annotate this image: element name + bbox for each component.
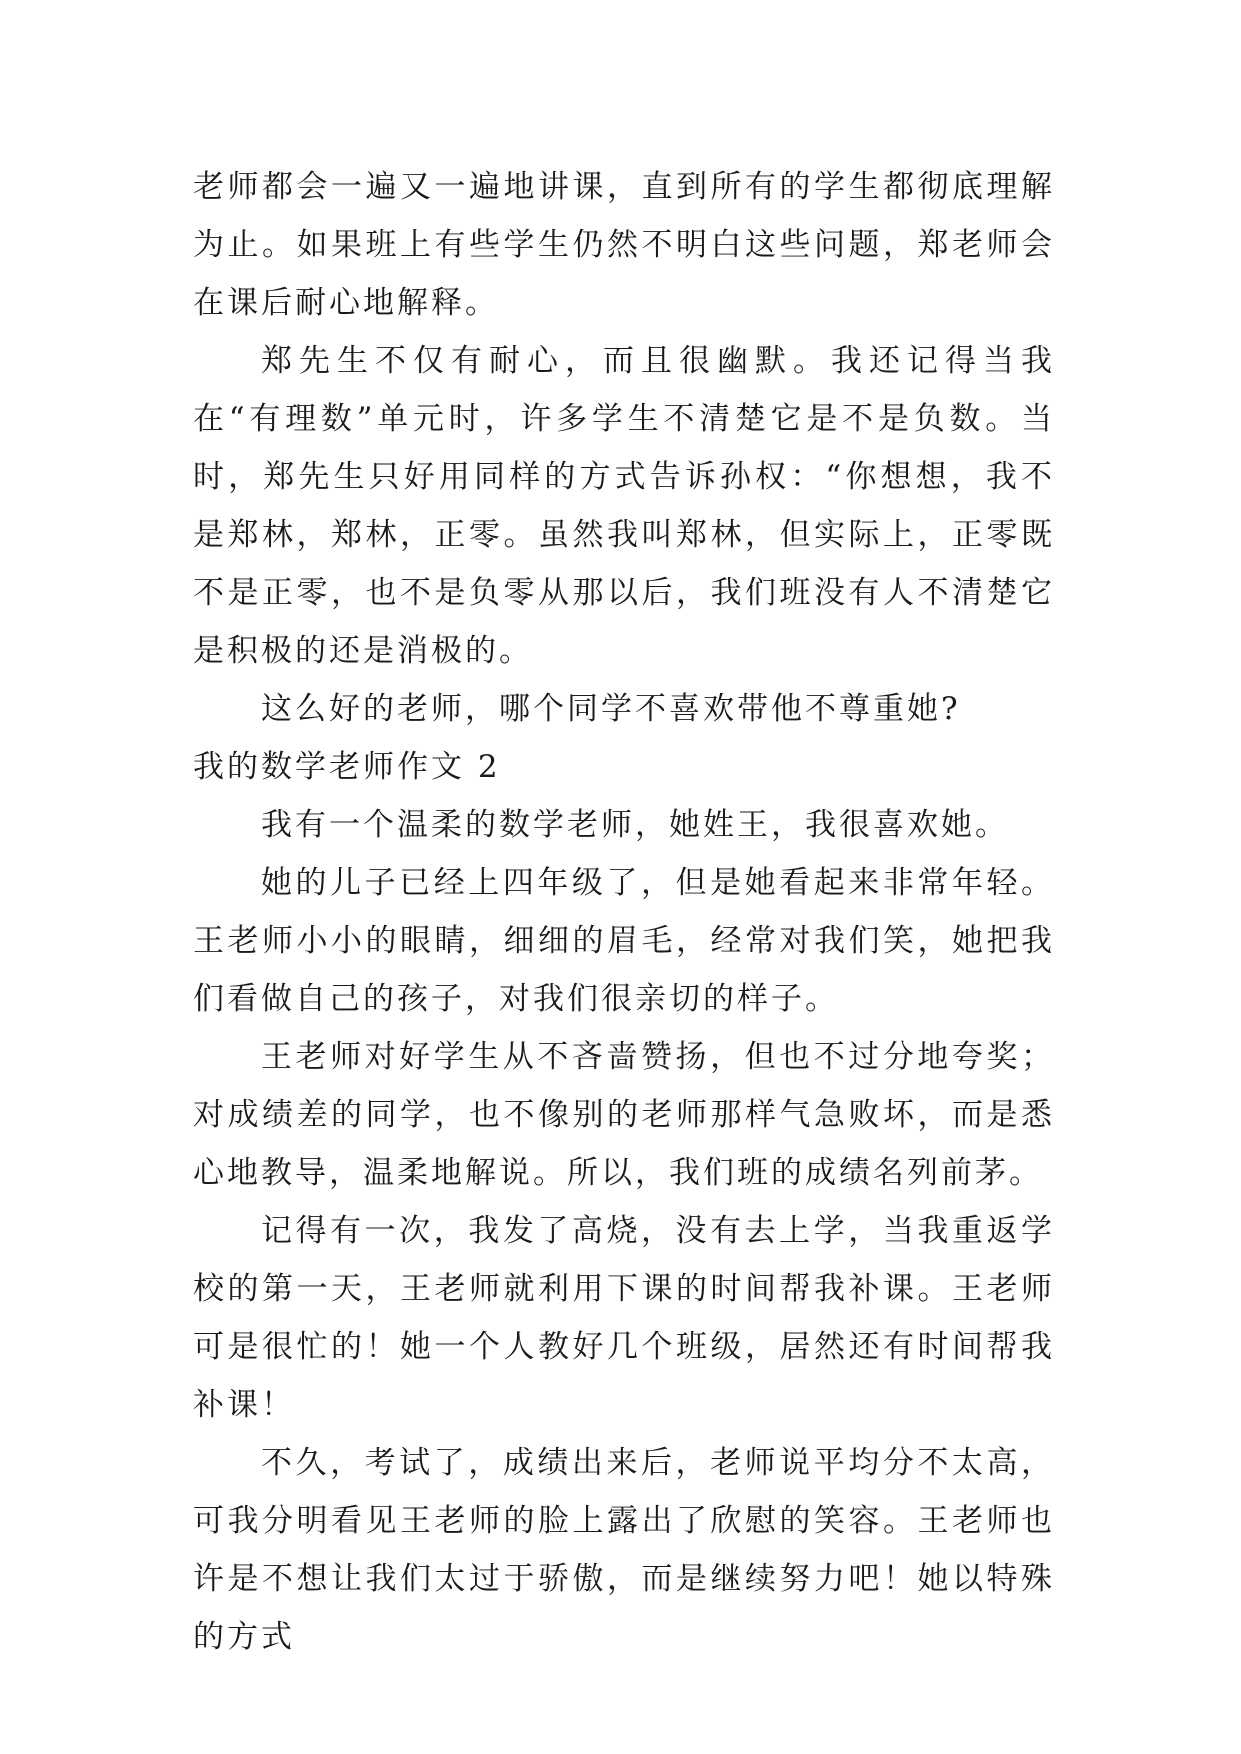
paragraph: 她的儿子已经上四年级了，但是她看起来非常年轻。王老师小小的眼睛，细细的眉毛，经常对我们笑，她把我们看做自己的孩子，对我们很亲切的样子。: [193, 865, 1055, 1017]
paragraph: 王老师对好学生从不吝啬赞扬，但也不过分地夸奖；对成绩差的同学，也不像别的老师那样气急败坏，而是悉心地教导，温柔地解说。所以，我们班的成绩名列前茅。: [193, 1039, 1055, 1191]
paragraph: 老师都会一遍又一遍地讲课，直到所有的学生都彻底理解为止。如果班上有些学生仍然不明白这些问题，郑老师会在课后耐心地解释。: [193, 169, 1055, 321]
section-heading: 我的数学老师作文 2: [193, 749, 501, 785]
paragraph: 这么好的老师，哪个同学不喜欢带他不尊重她?: [261, 691, 961, 727]
paragraph: 记得有一次，我发了高烧，没有去上学，当我重返学校的第一天，王老师就利用下课的时间帮我补课。王老师可是很忙的！她一个人教好几个班级，居然还有时间帮我补课！: [193, 1213, 1055, 1423]
paragraph: 郑先生不仅有耐心，而且很幽默。我还记得当我在“有理数”单元时，许多学生不清楚它是不是负数。当时，郑先生只好用同样的方式告诉孙权：“你想想，我不是郑林，郑林，正零。虽然我叫郑林，但实际上，正零既不是正零，也不是负零从那以后，我们班没有人不清楚它是积极的还是消极的。: [193, 343, 1055, 669]
paragraph: 我有一个温柔的数学老师，她姓王，我很喜欢她。: [261, 807, 1009, 843]
document-page: [193, 158, 1055, 1666]
paragraph: 不久，考试了，成绩出来后，老师说平均分不太高，可我分明看见王老师的脸上露出了欣慰的笑容。王老师也许是不想让我们太过于骄傲，而是继续努力吧！她以特殊的方式: [193, 1445, 1055, 1655]
